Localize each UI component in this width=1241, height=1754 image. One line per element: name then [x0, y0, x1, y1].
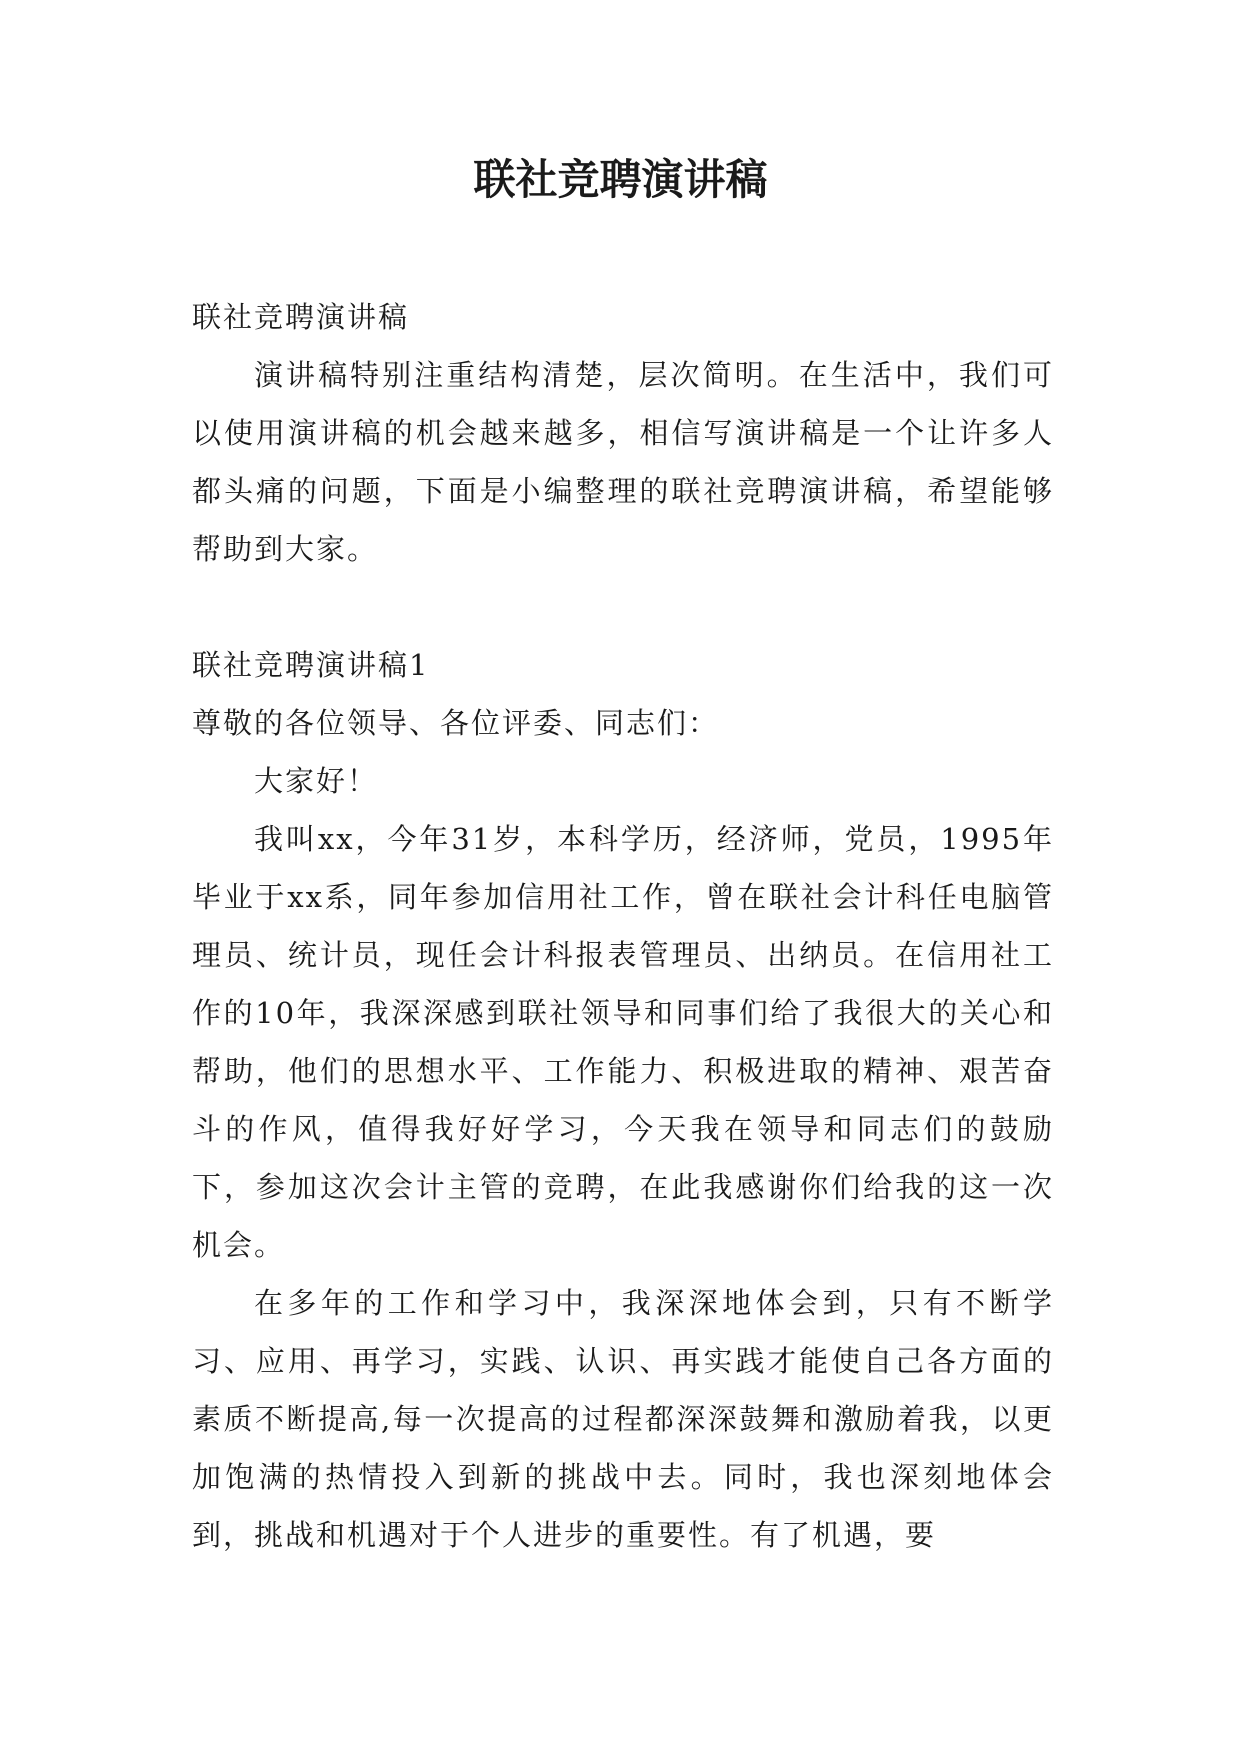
document-subtitle: 联社竞聘演讲稿	[192, 300, 410, 334]
document-title: 联社竞聘演讲稿	[473, 155, 768, 204]
salutation: 尊敬的各位领导、各位评委、同志们：	[192, 706, 720, 740]
body-paragraph-2: 在多年的工作和学习中，我深深地体会到，只有不断学习、应用、再学习，实践、认识、再实践才能使自己各方面的素质不断提高,每一次提高的过程都深深鼓舞和激励着我，以更加饱满的热情投入到新的挑战中去。同时，我也深刻地体会到，挑战和机遇对于个人进步的重要性。有了机遇，要	[192, 1286, 1054, 1552]
document-body	[192, 288, 1054, 1564]
greeting: 大家好！	[254, 764, 379, 798]
intro-paragraph: 演讲稿特别注重结构清楚，层次简明。在生活中，我们可以使用演讲稿的机会越来越多，相信写演讲稿是一个让许多人都头痛的问题，下面是小编整理的联社竞聘演讲稿，希望能够帮助到大家。	[192, 358, 1054, 566]
body-paragraph-1: 我叫xx，今年31岁，本科学历，经济师，党员，1995年毕业于xx系，同年参加信用社工作，曾在联社会计科任电脑管理员、统计员，现任会计科报表管理员、出纳员。在信用社工作的10年，我深深感到联社领导和同事们给了我很大的关心和帮助，他们的思想水平、工作能力、积极进取的精神、艰苦奋斗的作风，值得我好好学习，今天我在领导和同志们的鼓励下，参加这次会计主管的竞聘，在此我感谢你们给我的这一次机会。	[192, 822, 1054, 1262]
section-heading: 联社竞聘演讲稿1	[192, 648, 430, 682]
